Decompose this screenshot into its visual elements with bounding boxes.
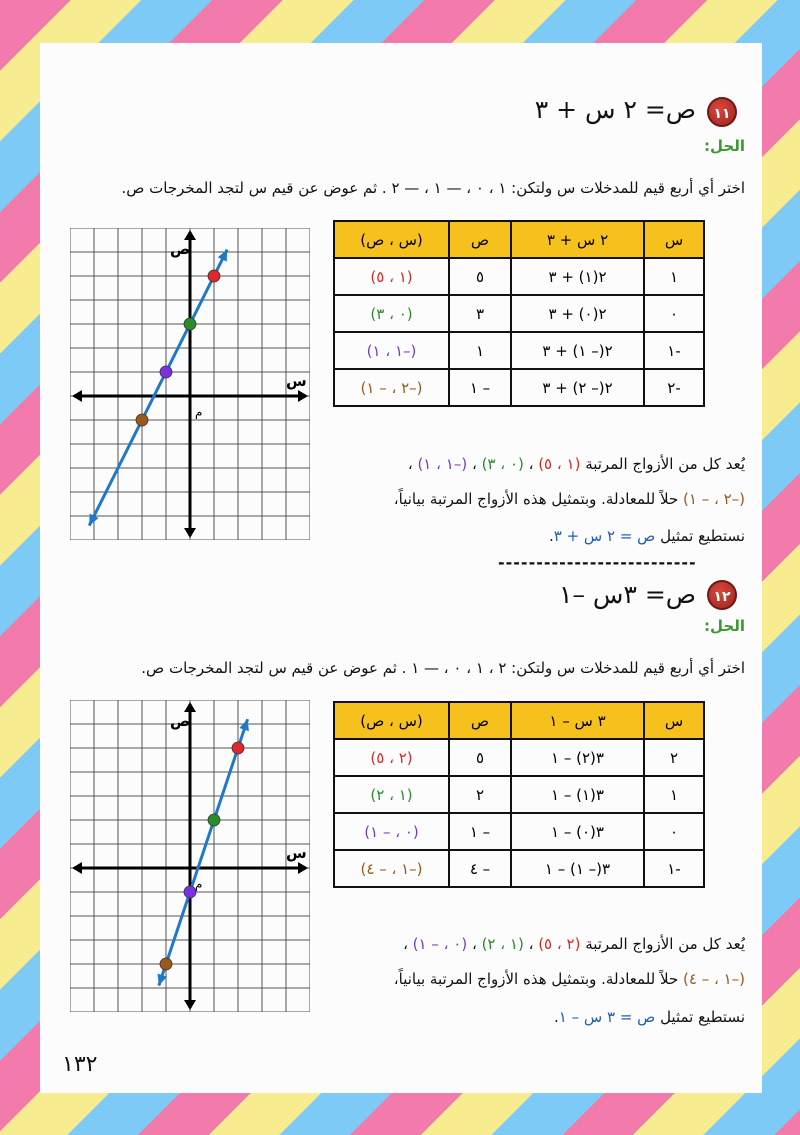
table-cell: ٢(١) + ٣ xyxy=(511,258,644,295)
plotted-point xyxy=(184,318,196,330)
coordinate-graph xyxy=(70,228,310,540)
table-cell: (–٢ ، – ١) xyxy=(334,369,449,406)
x-axis-arrow-icon xyxy=(72,862,82,874)
line-arrow-icon xyxy=(239,719,248,731)
y-axis-arrow-icon xyxy=(184,230,196,240)
paragraph-line: يُعد كل من الأزواج المرتبة (٢ ، ٥) ، (١ ، ٢) ، (٠ ، – ١) ، xyxy=(403,935,745,953)
table-cell: ٣(١) – ١ xyxy=(511,776,644,813)
table-cell: ٢(– ٢) + ٣ xyxy=(511,369,644,406)
ordered-pair: (١ ، ٥) xyxy=(538,455,581,473)
table-cell: ٠ xyxy=(644,813,704,850)
ordered-pair: (٠ ، – ١) xyxy=(412,935,468,953)
problem-number-badge: ١١ xyxy=(707,97,737,127)
ordered-pair: (–٢ ، – ١) xyxy=(683,490,745,508)
ordered-pair: (–١ ، – ٤) xyxy=(683,970,745,988)
paragraph-text: يُعد كل من الأزواج المرتبة xyxy=(580,935,745,953)
paragraph-line xyxy=(554,1008,745,1026)
paragraph-line xyxy=(549,527,745,545)
equation-text: ص = ٣ س – ١ xyxy=(558,1008,656,1026)
table-cell: ١ xyxy=(449,332,511,369)
plotted-point xyxy=(232,742,244,754)
origin-label: م xyxy=(195,877,203,891)
y-axis-label: ص xyxy=(170,712,191,730)
table-cell: – ٤ xyxy=(449,850,511,887)
table-cell: ٢ xyxy=(644,739,704,776)
paragraph-text: حلاً للمعادلة. وبتمثيل هذه الأزواج المرتبة بيانياً، xyxy=(393,970,683,988)
section-separator: -------------------------- xyxy=(498,553,697,572)
ordered-pair: (٢ ، ٥) xyxy=(538,935,581,953)
table-cell: (٠ ، ٣) xyxy=(334,295,449,332)
y-axis-label: ص xyxy=(170,240,191,258)
table-cell: ٣(– ١) – ١ xyxy=(511,850,644,887)
paragraph-text: يُعد كل من الأزواج المرتبة xyxy=(580,455,745,473)
problem-equation: ص= ٢ س + ٣ xyxy=(534,95,696,124)
table-cell: ٢(٠) + ٣ xyxy=(511,295,644,332)
paragraph-line: يُعد كل من الأزواج المرتبة (١ ، ٥) ، (٠ ، ٣) ، (–١ ، ١) ، xyxy=(407,455,745,473)
table-header: ٣ س – ١ xyxy=(511,702,644,739)
table-header: ص xyxy=(449,702,511,739)
ordered-pair: (٠ ، ٣) xyxy=(481,455,524,473)
instruction-text: اختر أي أربع قيم للمدخلات س ولتكن: ١ ، ٠ ، — ١ ، — ٢ . ثم عوض عن قيم س لتجد المخرجات ص. xyxy=(121,179,745,197)
table-cell: (١ ، ٥) xyxy=(334,258,449,295)
x-axis-label: س xyxy=(286,844,307,862)
paragraph-line xyxy=(394,490,745,508)
plotted-point xyxy=(136,414,148,426)
plotted-point xyxy=(208,270,220,282)
solution-label: الحل: xyxy=(704,137,745,155)
table-cell: ٣(٢) – ١ xyxy=(511,739,644,776)
table-cell: (٠ ، – ١) xyxy=(334,813,449,850)
table-cell: -١ xyxy=(644,850,704,887)
coordinate-graph xyxy=(70,700,310,1012)
table-header: ص xyxy=(449,221,511,258)
x-axis-arrow-icon xyxy=(298,862,308,874)
table-cell: -١ xyxy=(644,332,704,369)
ordered-pair: (١ ، ٢) xyxy=(481,935,524,953)
graph-line xyxy=(89,250,227,526)
solution-label: الحل: xyxy=(704,617,745,635)
equation-text: ص = ٢ س + ٣ xyxy=(553,527,656,545)
table-cell: – ١ xyxy=(449,813,511,850)
table-cell: ٣(٠) – ١ xyxy=(511,813,644,850)
table-cell: (١ ، ٢) xyxy=(334,776,449,813)
y-axis-arrow-icon xyxy=(184,1000,196,1010)
paragraph-line xyxy=(394,970,745,988)
table-cell: -٢ xyxy=(644,369,704,406)
table-header: س xyxy=(644,221,704,258)
plotted-point xyxy=(160,958,172,970)
table-cell: ٣ xyxy=(449,295,511,332)
values-table xyxy=(333,220,705,407)
table-header: (س ، ص) xyxy=(334,702,449,739)
y-axis-arrow-icon xyxy=(184,702,196,712)
paragraph-text: نستطيع تمثيل xyxy=(655,1008,745,1026)
table-cell: ١ xyxy=(644,776,704,813)
paragraph-text: . xyxy=(548,527,554,545)
table-cell: (–١ ، – ٤) xyxy=(334,850,449,887)
table-cell: ٥ xyxy=(449,739,511,776)
table-header: (س ، ص) xyxy=(334,221,449,258)
paragraph-text: حلاً للمعادلة. وبتمثيل هذه الأزواج المرتبة بيانياً، xyxy=(393,490,683,508)
graph-line xyxy=(159,719,248,985)
plotted-point xyxy=(208,814,220,826)
ordered-pair: (–١ ، ١) xyxy=(417,455,468,473)
page-number: ١٣٢ xyxy=(62,1052,98,1077)
values-table xyxy=(333,701,705,888)
table-cell: (٢ ، ٥) xyxy=(334,739,449,776)
table-cell: ١ xyxy=(644,258,704,295)
paragraph-text: . xyxy=(554,1008,559,1026)
table-header: س xyxy=(644,702,704,739)
table-cell: ٥ xyxy=(449,258,511,295)
instruction-text: اختر أي أربع قيم للمدخلات س ولتكن: ٢ ، ١ ، ٠ ، — ١ . ثم عوض عن قيم س لتجد المخرجات ص. xyxy=(141,659,745,677)
x-axis-arrow-icon xyxy=(72,390,82,402)
table-header: ٢ س + ٣ xyxy=(511,221,644,258)
table-cell: (–١ ، ١) xyxy=(334,332,449,369)
table-cell: ٢ xyxy=(449,776,511,813)
y-axis-arrow-icon xyxy=(184,528,196,538)
x-axis-arrow-icon xyxy=(298,390,308,402)
table-cell: ٢(– ١) + ٣ xyxy=(511,332,644,369)
x-axis-label: س xyxy=(286,372,307,390)
table-cell: – ١ xyxy=(449,369,511,406)
plotted-point xyxy=(160,366,172,378)
origin-label: م xyxy=(195,405,203,419)
table-cell: ٠ xyxy=(644,295,704,332)
problem-number-badge: ١٢ xyxy=(707,580,737,610)
problem-equation: ص= ٣س –١ xyxy=(559,580,696,609)
paragraph-text: نستطيع تمثيل xyxy=(655,527,745,545)
